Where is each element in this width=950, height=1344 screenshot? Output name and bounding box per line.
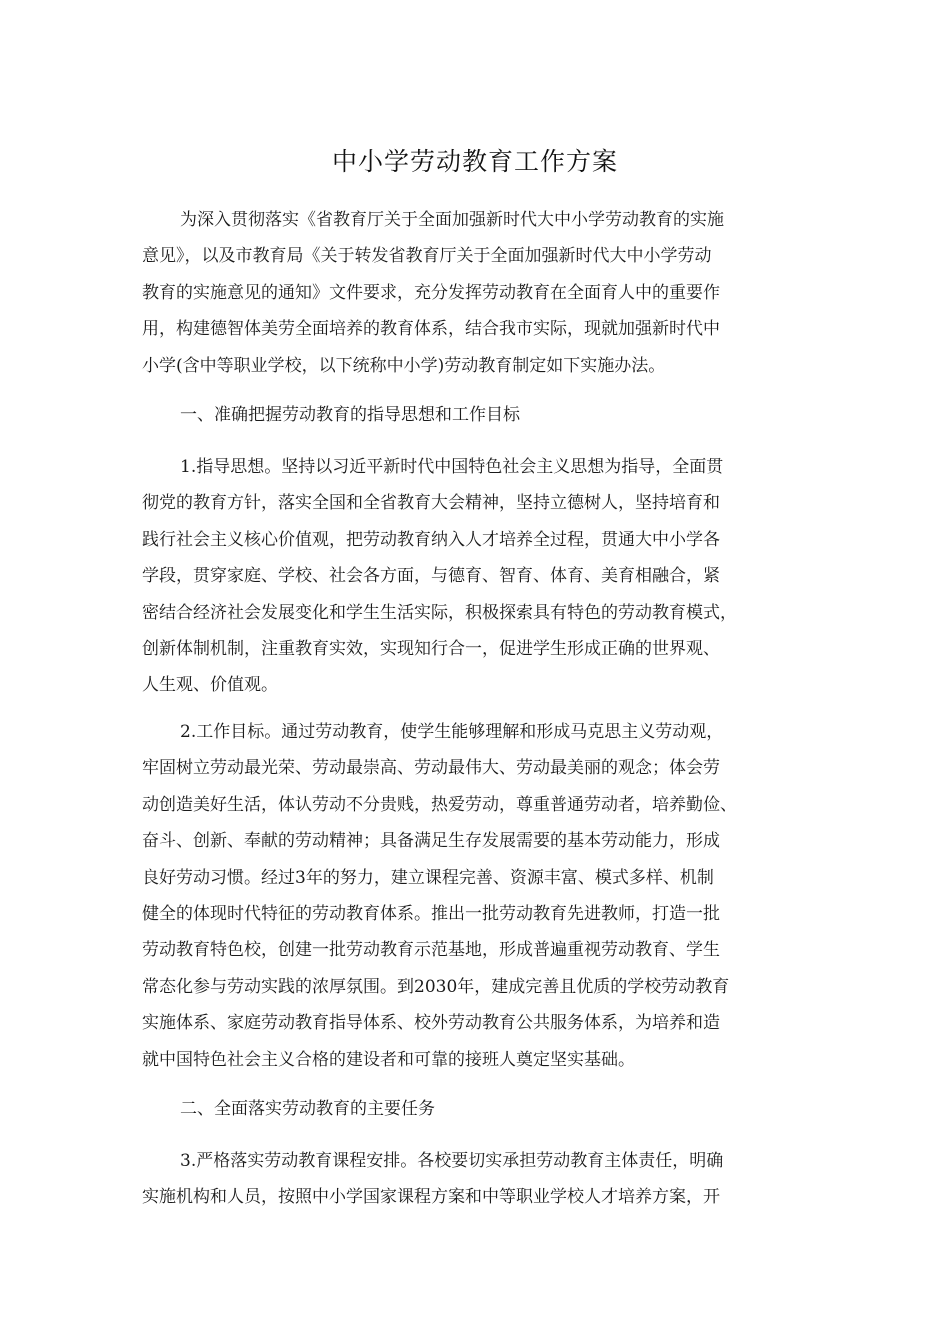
text-line: 践行社会主义核心价值观，把劳动教育纳入人才培养全过程，贯通大中小学各 [142, 529, 720, 550]
text-line: 动创造美好生活，体认劳动不分贵贱，热爱劳动，尊重普通劳动者，培养勤俭、 [142, 794, 737, 815]
text-line: 实施机构和人员，按照中小学国家课程方案和中等职业学校人才培养方案，开 [142, 1187, 720, 1208]
text-line: 3.严格落实劳动教育课程安排。各校要切实承担劳动教育主体责任，明确 [180, 1151, 724, 1171]
text-line: 用，构建德智体美劳全面培养的教育体系，结合我市实际，现就加强新时代中 [142, 319, 720, 340]
text-line: 一、准确把握劳动教育的指导思想和工作目标 [180, 405, 520, 425]
text-line: 常态化参与劳动实践的浓厚氛围。到2030年，建成完善且优质的学校劳动教育 [142, 976, 730, 997]
section-heading-2 [142, 1091, 822, 1127]
text-line: 健全的体现时代特征的劳动教育体系。推出一批劳动教育先进教师，打造一批 [142, 904, 720, 925]
text-line: 二、全面落实劳动教育的主要任务 [180, 1099, 435, 1119]
text-line: 牢固树立劳动最光荣、劳动最崇高、劳动最伟大、劳动最美丽的观念；体会劳 [142, 758, 720, 779]
text-line: 2.工作目标。通过劳动教育，使学生能够理解和形成马克思主义劳动观， [180, 722, 724, 742]
text-line: 密结合经济社会发展变化和学生生活实际，积极探索具有特色的劳动教育模式， [142, 602, 737, 623]
paragraph-item-3 [142, 1143, 822, 1216]
text-line: 1.指导思想。坚持以习近平新时代中国特色社会主义思想为指导，全面贯 [180, 457, 724, 477]
text-line: 就中国特色社会主义合格的建设者和可靠的接班人奠定坚实基础。 [142, 1049, 635, 1070]
text-line: 意见》，以及市教育局《关于转发省教育厅关于全面加强新时代大中小学劳动 [142, 246, 712, 267]
text-line: 实施体系、家庭劳动教育指导体系、校外劳动教育公共服务体系，为培养和造 [142, 1013, 720, 1034]
text-line: 创新体制机制，注重教育实效，实现知行合一，促进学生形成正确的世界观、 [142, 639, 720, 660]
text-line: 奋斗、创新、奉献的劳动精神；具备满足生存发展需要的基本劳动能力，形成 [142, 831, 720, 852]
text-line: 良好劳动习惯。经过3年的努力，建立课程完善、资源丰富、模式多样、机制 [142, 867, 714, 888]
paragraph-item-1 [142, 449, 822, 704]
text-line: 小学(含中等职业学校，以下统称中小学)劳动教育制定如下实施办法。 [142, 355, 666, 376]
text-line: 为深入贯彻落实《省教育厅关于全面加强新时代大中小学劳动教育的实施 [180, 210, 724, 230]
text-line: 教育的实施意见的通知》文件要求，充分发挥劳动教育在全面育人中的重要作 [142, 282, 720, 303]
text-line: 彻党的教育方针，落实全国和全省教育大会精神，坚持立德树人，坚持培育和 [142, 493, 720, 514]
paragraph-item-2 [142, 714, 822, 1078]
text-line: 劳动教育特色校，创建一批劳动教育示范基地，形成普遍重视劳动教育、学生 [142, 940, 720, 961]
paragraph-intro [142, 202, 822, 384]
text-line: 学段，贯穿家庭、学校、社会各方面，与德育、智育、体育、美育相融合，紧 [142, 566, 720, 587]
document-title: 中小学劳动教育工作方案 [331, 147, 618, 176]
text-line: 人生观、价值观。 [142, 675, 278, 696]
section-heading-1 [142, 397, 822, 433]
